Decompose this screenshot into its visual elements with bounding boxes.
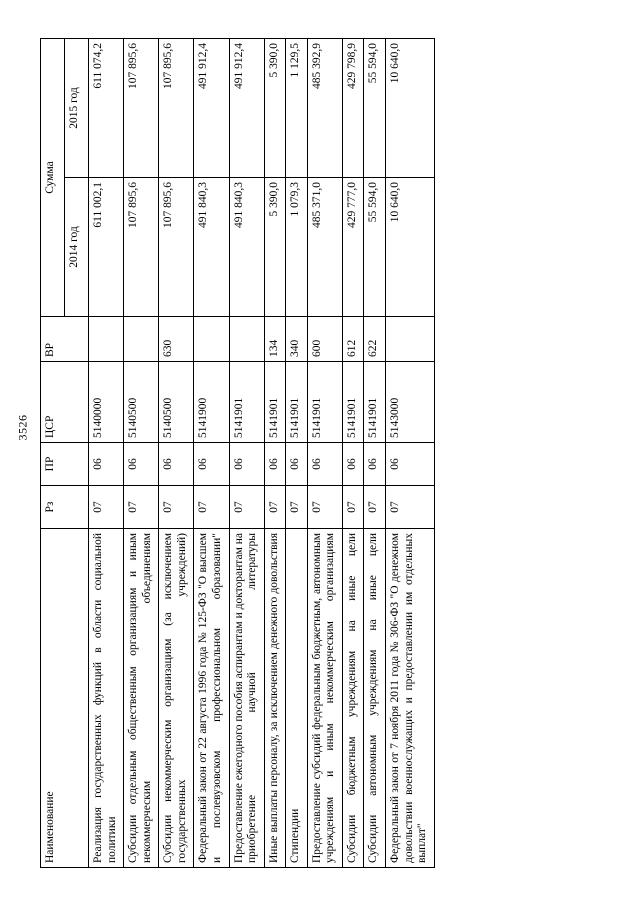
table-row bbox=[342, 38, 364, 867]
cell-name: Предоставление ежегодного пособия аспирантам и докторантам на приобретение научной литературы bbox=[229, 528, 264, 867]
column-header-rz: Рз bbox=[41, 485, 89, 528]
column-header-pr: ПР bbox=[41, 442, 89, 485]
cell-name: Субсидии некоммерческим организациям (за исключением государственных учреждений) bbox=[159, 528, 194, 867]
cell-year-2015: 5 390,0 bbox=[264, 38, 286, 177]
cell-vr bbox=[194, 316, 229, 361]
cell-year-2015: 611 074,2 bbox=[89, 38, 124, 177]
cell-rz: 07 bbox=[89, 485, 124, 528]
cell-year-2015: 107 895,6 bbox=[124, 38, 159, 177]
cell-pr: 06 bbox=[124, 442, 159, 485]
table-row bbox=[286, 38, 308, 867]
cell-rz: 07 bbox=[194, 485, 229, 528]
cell-pr: 06 bbox=[342, 442, 364, 485]
cell-year-2015: 10 640,0 bbox=[386, 38, 435, 177]
cell-vr: 600 bbox=[307, 316, 342, 361]
cell-rz: 07 bbox=[124, 485, 159, 528]
cell-year-2014: 5 390,0 bbox=[264, 177, 286, 316]
cell-pr: 06 bbox=[386, 442, 435, 485]
cell-name: Федеральный закон от 7 ноября 2011 года № 306-ФЗ "О денежном довольствии военнослужащих и предоставлении им отдельных выплат" bbox=[386, 528, 435, 867]
cell-pr: 06 bbox=[264, 442, 286, 485]
cell-pr: 06 bbox=[229, 442, 264, 485]
column-header-sum: Сумма bbox=[41, 38, 65, 316]
cell-year-2014: 611 002,1 bbox=[89, 177, 124, 316]
cell-rz: 07 bbox=[264, 485, 286, 528]
cell-csr: 5141901 bbox=[264, 361, 286, 442]
cell-year-2014: 485 371,0 bbox=[307, 177, 342, 316]
table-row bbox=[307, 38, 342, 867]
cell-rz: 07 bbox=[229, 485, 264, 528]
cell-csr: 5140000 bbox=[89, 361, 124, 442]
table-row bbox=[264, 38, 286, 867]
column-header-csr: ЦСР bbox=[41, 361, 89, 442]
column-header-year-2014: 2014 год bbox=[65, 177, 89, 316]
cell-vr: 622 bbox=[364, 316, 386, 361]
cell-rz: 07 bbox=[307, 485, 342, 528]
cell-csr: 5140500 bbox=[159, 361, 194, 442]
cell-rz: 07 bbox=[364, 485, 386, 528]
cell-csr: 5141900 bbox=[194, 361, 229, 442]
cell-vr bbox=[89, 316, 124, 361]
cell-vr: 134 bbox=[264, 316, 286, 361]
table-row bbox=[159, 38, 194, 867]
cell-year-2014: 491 840,3 bbox=[229, 177, 264, 316]
cell-pr: 06 bbox=[286, 442, 308, 485]
cell-year-2015: 429 798,9 bbox=[342, 38, 364, 177]
cell-rz: 07 bbox=[159, 485, 194, 528]
table-row bbox=[386, 38, 435, 867]
table-row bbox=[194, 38, 229, 867]
cell-name: Стипендии bbox=[286, 528, 308, 867]
cell-pr: 06 bbox=[89, 442, 124, 485]
cell-year-2014: 10 640,0 bbox=[386, 177, 435, 316]
cell-vr bbox=[229, 316, 264, 361]
cell-rz: 07 bbox=[286, 485, 308, 528]
column-header-name: Наименование bbox=[41, 528, 89, 867]
cell-rz: 07 bbox=[386, 485, 435, 528]
cell-csr: 5141901 bbox=[307, 361, 342, 442]
cell-name: Реализация государственных функций в области социальной политики bbox=[89, 528, 124, 867]
column-header-year-2015: 2015 год bbox=[65, 38, 89, 177]
table-header-row-1 bbox=[41, 38, 65, 867]
table-row bbox=[364, 38, 386, 867]
cell-year-2015: 55 594,0 bbox=[364, 38, 386, 177]
cell-vr: 612 bbox=[342, 316, 364, 361]
cell-year-2014: 1 079,3 bbox=[286, 177, 308, 316]
cell-pr: 06 bbox=[364, 442, 386, 485]
cell-name: Иные выплаты персоналу, за исключением денежного довольствия bbox=[264, 528, 286, 867]
cell-year-2014: 107 895,6 bbox=[159, 177, 194, 316]
table-body bbox=[89, 38, 435, 867]
cell-name: Субсидии бюджетным учреждениям на иные цели bbox=[342, 528, 364, 867]
cell-vr: 630 bbox=[159, 316, 194, 361]
cell-year-2015: 491 912,4 bbox=[229, 38, 264, 177]
cell-csr: 5140500 bbox=[124, 361, 159, 442]
cell-year-2014: 491 840,3 bbox=[194, 177, 229, 316]
cell-name: Субсидии автономным учреждениям на иные цели bbox=[364, 528, 386, 867]
cell-csr: 5141901 bbox=[286, 361, 308, 442]
cell-csr: 5141901 bbox=[342, 361, 364, 442]
cell-pr: 06 bbox=[159, 442, 194, 485]
table-header bbox=[41, 38, 89, 867]
table-row bbox=[229, 38, 264, 867]
cell-year-2015: 485 392,9 bbox=[307, 38, 342, 177]
cell-pr: 06 bbox=[307, 442, 342, 485]
cell-year-2014: 107 895,6 bbox=[124, 177, 159, 316]
budget-table bbox=[40, 38, 435, 868]
cell-name: Предоставление субсидий федеральным бюджетным, автономным учреждениям и иным некоммерческим организациям bbox=[307, 528, 342, 867]
cell-name: Федеральный закон от 22 августа 1996 года № 125-ФЗ "О высшем и послевузовском профессиональном образовании" bbox=[194, 528, 229, 867]
cell-year-2014: 55 594,0 bbox=[364, 177, 386, 316]
cell-csr: 5141901 bbox=[364, 361, 386, 442]
cell-vr bbox=[386, 316, 435, 361]
cell-vr bbox=[124, 316, 159, 361]
cell-rz: 07 bbox=[342, 485, 364, 528]
page-number: 3526 bbox=[15, 414, 30, 441]
rotated-table-container bbox=[40, 38, 600, 868]
cell-csr: 5143000 bbox=[386, 361, 435, 442]
cell-year-2015: 107 895,6 bbox=[159, 38, 194, 177]
column-header-vr: ВР bbox=[41, 316, 89, 361]
cell-csr: 5141901 bbox=[229, 361, 264, 442]
cell-pr: 06 bbox=[194, 442, 229, 485]
table-row bbox=[89, 38, 124, 867]
cell-year-2015: 1 129,5 bbox=[286, 38, 308, 177]
cell-year-2014: 429 777,0 bbox=[342, 177, 364, 316]
cell-vr: 340 bbox=[286, 316, 308, 361]
cell-name: Субсидии отдельным общественным организациям и иным некоммерческим объединениям bbox=[124, 528, 159, 867]
table-row bbox=[124, 38, 159, 867]
cell-year-2015: 491 912,4 bbox=[194, 38, 229, 177]
